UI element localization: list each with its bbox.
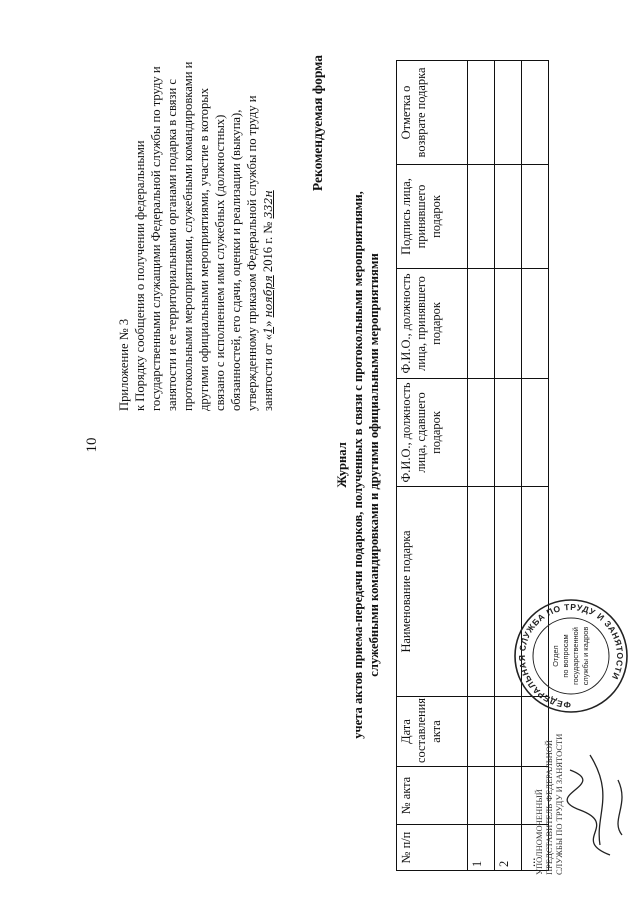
date-day: 1 xyxy=(262,326,275,334)
table-cell xyxy=(468,165,495,269)
date-month: ноября xyxy=(262,275,275,318)
appendix-line: связано с исполнением ими служебных (должностных) xyxy=(213,114,227,411)
page-number: 10 xyxy=(84,437,100,453)
footer-line: ПРЕДСТАВИТЕЛЬ ФЕДЕРАЛЬНОЙ xyxy=(544,739,554,875)
table-cell xyxy=(495,165,522,269)
table-header-row xyxy=(397,61,468,871)
stamp-ring-text: ФЕДЕРАЛЬНАЯ СЛУЖБА ПО ТРУДУ И ЗАНЯТОСТИ xyxy=(516,601,626,711)
table-cell xyxy=(468,697,495,767)
appendix-line: государственными служащими Федеральной службы по труду и xyxy=(149,66,163,411)
journal-title-block xyxy=(334,85,382,845)
header-cell: Наименование подарка xyxy=(397,487,468,697)
appendix-line: другими официальными мероприятиями, участие в которых xyxy=(197,87,211,411)
header-cell: Подпись лица, принявшего подарок xyxy=(397,165,468,269)
header-cell: № акта xyxy=(397,767,468,825)
footer-line: СЛУЖБЫ ПО ТРУДУ И ЗАНЯТОСТИ xyxy=(554,733,564,875)
table-cell xyxy=(522,165,549,269)
recommended-form-label: Рекомендуемая форма xyxy=(310,55,325,192)
table-cell xyxy=(468,487,495,697)
appendix-line: занятости и ее территориальными органами подарка в связи с xyxy=(165,78,179,411)
journal-table xyxy=(396,60,549,871)
order-number: 332н xyxy=(262,190,275,219)
stamp-center-line: службы и кадров xyxy=(581,626,590,686)
header-cell: Ф.И.О., должность лица, принявшего подарок xyxy=(397,269,468,379)
header-cell: № п/п xyxy=(397,825,468,871)
date-year: 2016 г. № xyxy=(261,221,275,273)
header-cell: Дата составления акта xyxy=(397,697,468,767)
official-stamp xyxy=(512,597,630,715)
table-cell xyxy=(468,269,495,379)
appendix-line: обязанностей, его сдачи, оценки и реализации (выкупа), xyxy=(229,109,243,411)
handwritten-signature xyxy=(540,745,634,865)
stamp-center-line: государственной xyxy=(571,627,580,685)
header-cell: Ф.И.О., должность лица, сдавшего подарок xyxy=(397,379,468,487)
footer-line: УПОЛНОМОЧЕННЫЙ xyxy=(534,789,544,875)
table-cell xyxy=(495,269,522,379)
journal-title: Журнал xyxy=(335,442,349,488)
appendix-line: протокольными мероприятиями, служебными командировками и xyxy=(181,61,195,411)
appendix-line: утвержденному приказом Федеральной службы по труду и xyxy=(245,95,259,411)
appendix-line: к Порядку сообщения о получении федеральными xyxy=(133,140,147,411)
table-cell xyxy=(522,61,549,165)
table-cell xyxy=(468,61,495,165)
row-number-cell: ... xyxy=(522,825,549,871)
table-row xyxy=(468,61,495,871)
stamp-center-line: по вопросам xyxy=(561,634,570,678)
table-cell xyxy=(495,379,522,487)
stamp-center-line: Отдел xyxy=(551,645,560,667)
table-cell xyxy=(495,767,522,825)
journal-subtitle-line1: учета актов приема-передачи подарков, полученных в связи с протокольными мероприятиями, xyxy=(351,191,365,739)
date-prefix: занятости от « xyxy=(261,333,275,411)
date-mid: » xyxy=(261,320,275,327)
table-cell xyxy=(522,379,549,487)
header-cell: Отметка о возврате подарка xyxy=(397,61,468,165)
appendix-line: Приложение № 3 xyxy=(117,318,131,411)
appendix-block xyxy=(116,51,277,411)
appendix-date-line xyxy=(260,51,277,411)
row-number-cell: 2 xyxy=(495,825,522,871)
table-cell xyxy=(495,61,522,165)
journal-subtitle-line2: служебными командировками и другими официальными мероприятиями xyxy=(367,253,381,677)
table-cell xyxy=(468,379,495,487)
table-row xyxy=(495,61,522,871)
table-cell xyxy=(522,269,549,379)
row-number-cell: 1 xyxy=(468,825,495,871)
table-cell xyxy=(468,767,495,825)
